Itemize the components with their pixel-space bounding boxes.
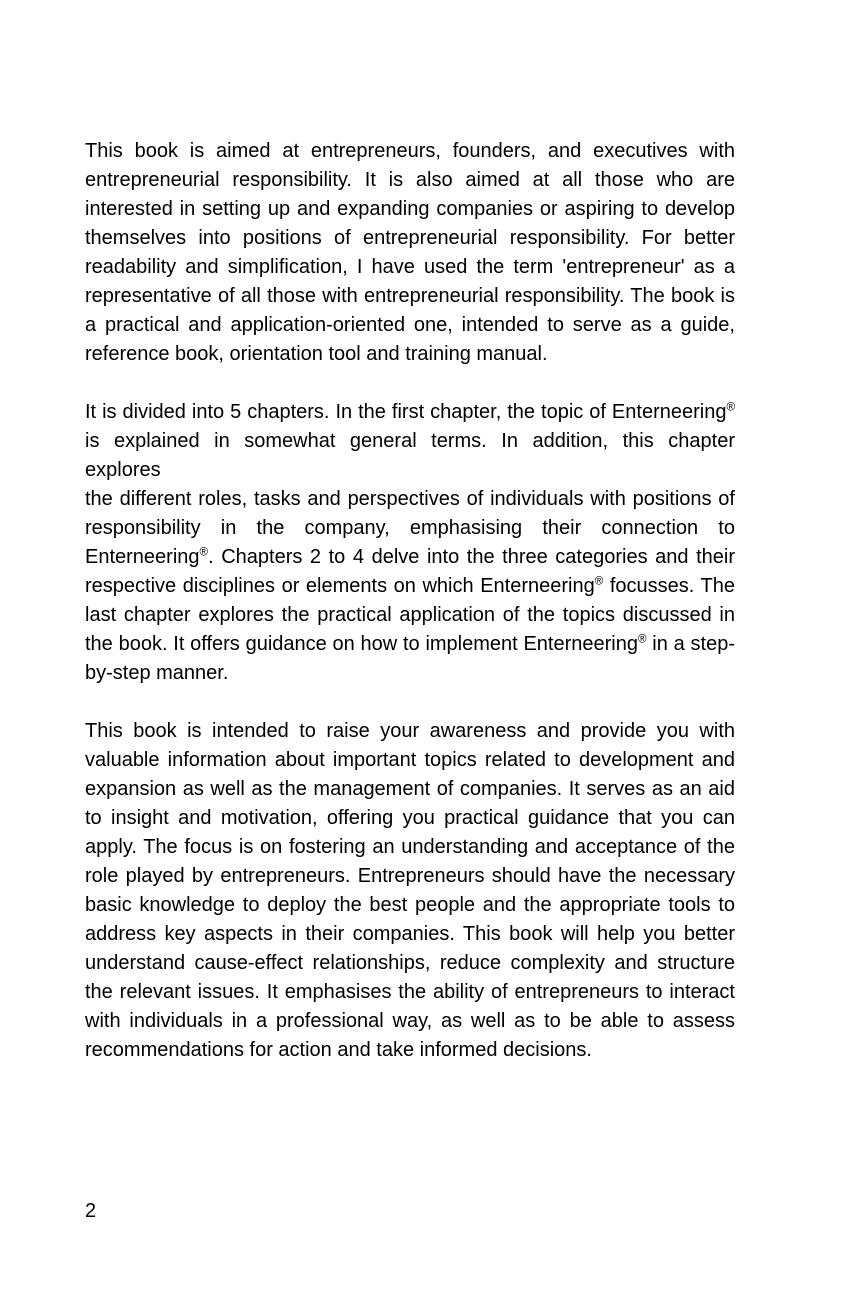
text-line: with individuals in a professional way, as well as to be able to assess <box>85 1010 735 1032</box>
body-text <box>85 137 735 1065</box>
text-line: apply. The focus is on fostering an understanding and acceptance of the <box>85 836 735 858</box>
text-line: interested in setting up and expanding companies or aspiring to develop <box>85 198 735 220</box>
text-line: the book. It offers guidance on how to implement Enterneering® in a step- <box>85 632 735 655</box>
text-line: address key aspects in their companies. This book will help you better <box>85 923 735 945</box>
text-line: respective disciplines or elements on which Enterneering® focusses. The <box>85 574 736 597</box>
text-line: by-step manner. <box>85 662 229 684</box>
page-number: 2 <box>85 1200 97 1222</box>
text-line: reference book, orientation tool and training manual. <box>85 343 548 365</box>
text-line: This book is aimed at entrepreneurs, founders, and executives with <box>85 140 735 162</box>
registered-trademark-symbol: ® <box>637 632 647 646</box>
text-line: themselves into positions of entrepreneurial responsibility. For better <box>85 227 735 249</box>
text-line: representative of all those with entrepreneurial responsibility. The book is <box>85 285 735 307</box>
text-line: the different roles, tasks and perspectives of individuals with positions of <box>85 488 735 510</box>
registered-trademark-symbol: ® <box>594 574 604 588</box>
text-line: is explained in somewhat general terms. In addition, this chapter explores <box>85 430 735 481</box>
text-line: basic knowledge to deploy the best people and the appropriate tools to <box>85 894 735 916</box>
text-line: valuable information about important topics related to development and <box>85 749 735 771</box>
text-line: readability and simplification, I have used the term 'entrepreneur' as a <box>85 256 735 278</box>
text-line: This book is intended to raise your awareness and provide you with <box>85 720 735 742</box>
paragraph-intro-audience <box>85 137 735 369</box>
text-line: expansion as well as the management of companies. It serves as an aid <box>85 778 735 800</box>
text-line: entrepreneurial responsibility. It is also aimed at all those who are <box>85 169 735 191</box>
text-line: recommendations for action and take informed decisions. <box>85 1039 592 1061</box>
text-line: Enterneering®. Chapters 2 to 4 delve into the three categories and their <box>85 545 735 568</box>
text-line: a practical and application-oriented one, intended to serve as a guide, <box>85 314 735 336</box>
text-line: understand cause-effect relationships, reduce complexity and structure <box>85 952 735 974</box>
text-line: role played by entrepreneurs. Entrepreneurs should have the necessary <box>85 865 735 887</box>
text-line: last chapter explores the practical application of the topics discussed in <box>85 604 735 626</box>
text-line: responsibility in the company, emphasising their connection to <box>85 517 735 539</box>
registered-trademark-symbol: ® <box>199 545 209 559</box>
paragraph-book-purpose <box>85 717 735 1065</box>
text-line: It is divided into 5 chapters. In the first chapter, the topic of Enterneering® <box>85 400 735 423</box>
text-line: the relevant issues. It emphasises the ability of entrepreneurs to interact <box>85 981 735 1003</box>
paragraph-chapter-overview <box>85 398 735 688</box>
text-line: to insight and motivation, offering you practical guidance that you can <box>85 807 735 829</box>
registered-trademark-symbol: ® <box>726 400 735 414</box>
